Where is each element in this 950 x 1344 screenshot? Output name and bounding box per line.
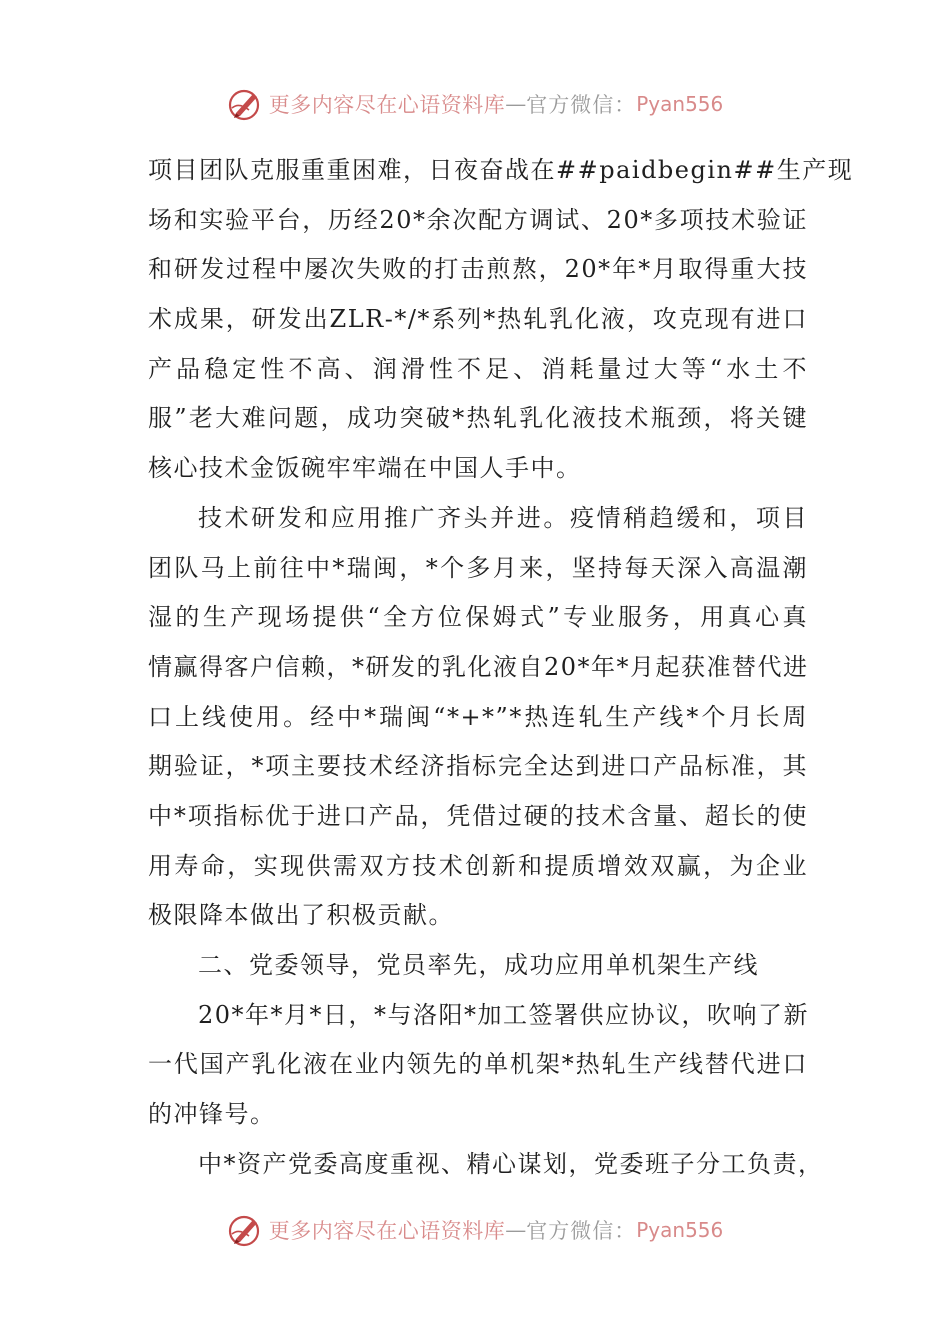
text-line: 术成果，研发出ZLR-*/*系列*热轧乳化液，攻克现有进口 (148, 305, 808, 334)
text-line: 情赢得客户信赖，*研发的乳化液自20*年*月起获准替代进 (148, 652, 809, 681)
text-line: 场和实验平台，历经20*余次配方调试、20*多项技术验证 (148, 205, 808, 234)
text-line: 产品稳定性不高、润滑性不足、消耗量过大等“水土不 (148, 354, 808, 383)
watermark-separator: — (505, 92, 527, 116)
text-line: 服”老大难问题，成功突破*热轧乳化液技术瓶颈，将关键 (148, 404, 808, 433)
watermark-brand: 更多内容尽在心语资料库 (268, 93, 506, 117)
watermark-separator: — (505, 1218, 527, 1242)
text-line: 项目团队克服重重困难，日夜奋战在##paidbegin##生产现 (148, 156, 854, 184)
text-line: 中*项指标优于进口产品，凭借过硬的技术含量、超长的使 (148, 801, 808, 830)
watermark-brand: 更多内容尽在心语资料库 (268, 1219, 506, 1243)
text-line: 技术研发和应用推广齐头并进。疫情稍趋缓和，项目 (198, 503, 808, 532)
watermark-banner-bottom (0, 1208, 950, 1252)
text-line: 口上线使用。经中*瑞闽“*+*”*热连轧生产线*个月长周 (148, 702, 808, 731)
watermark-contact-label: 官方微信： (526, 1219, 637, 1243)
text-line: 用寿命，实现供需双方技术创新和提质增效双赢，为企业 (148, 851, 808, 880)
watermark-banner-top (0, 82, 950, 126)
watermark-contact-id: Pyan556 (636, 1218, 724, 1242)
text-line: 极限降本做出了积极贡献。 (148, 901, 454, 930)
text-line: 一代国产乳化液在业内领先的单机架*热轧生产线替代进口 (148, 1050, 808, 1079)
pen-logo-icon (227, 86, 263, 122)
document-body (148, 146, 854, 1189)
watermark-contact-label: 官方微信： (526, 93, 637, 117)
text-line: 20*年*月*日，*与洛阳*加工签署供应协议，吹响了新 (198, 1000, 810, 1029)
text-line: 中*资产党委高度重视、精心谋划，党委班子分工负责， (198, 1149, 824, 1178)
text-line: 团队马上前往中*瑞闽，*个多月来，坚持每天深入高温潮 (148, 553, 808, 582)
text-line: 湿的生产现场提供“全方位保姆式”专业服务，用真心真 (148, 603, 808, 632)
text-line: 核心技术金饭碗牢牢端在中国人手中。 (148, 454, 582, 483)
text-line: 和研发过程中屡次失败的打击煎熬，20*年*月取得重大技 (148, 255, 808, 284)
text-line: 期验证，*项主要技术经济指标完全达到进口产品标准，其 (148, 752, 808, 781)
watermark-contact-id: Pyan556 (636, 92, 724, 116)
text-line: 二、党委领导，党员率先，成功应用单机架生产线 (198, 951, 759, 979)
text-line: 的冲锋号。 (148, 1100, 276, 1129)
pen-logo-icon (227, 1212, 263, 1248)
